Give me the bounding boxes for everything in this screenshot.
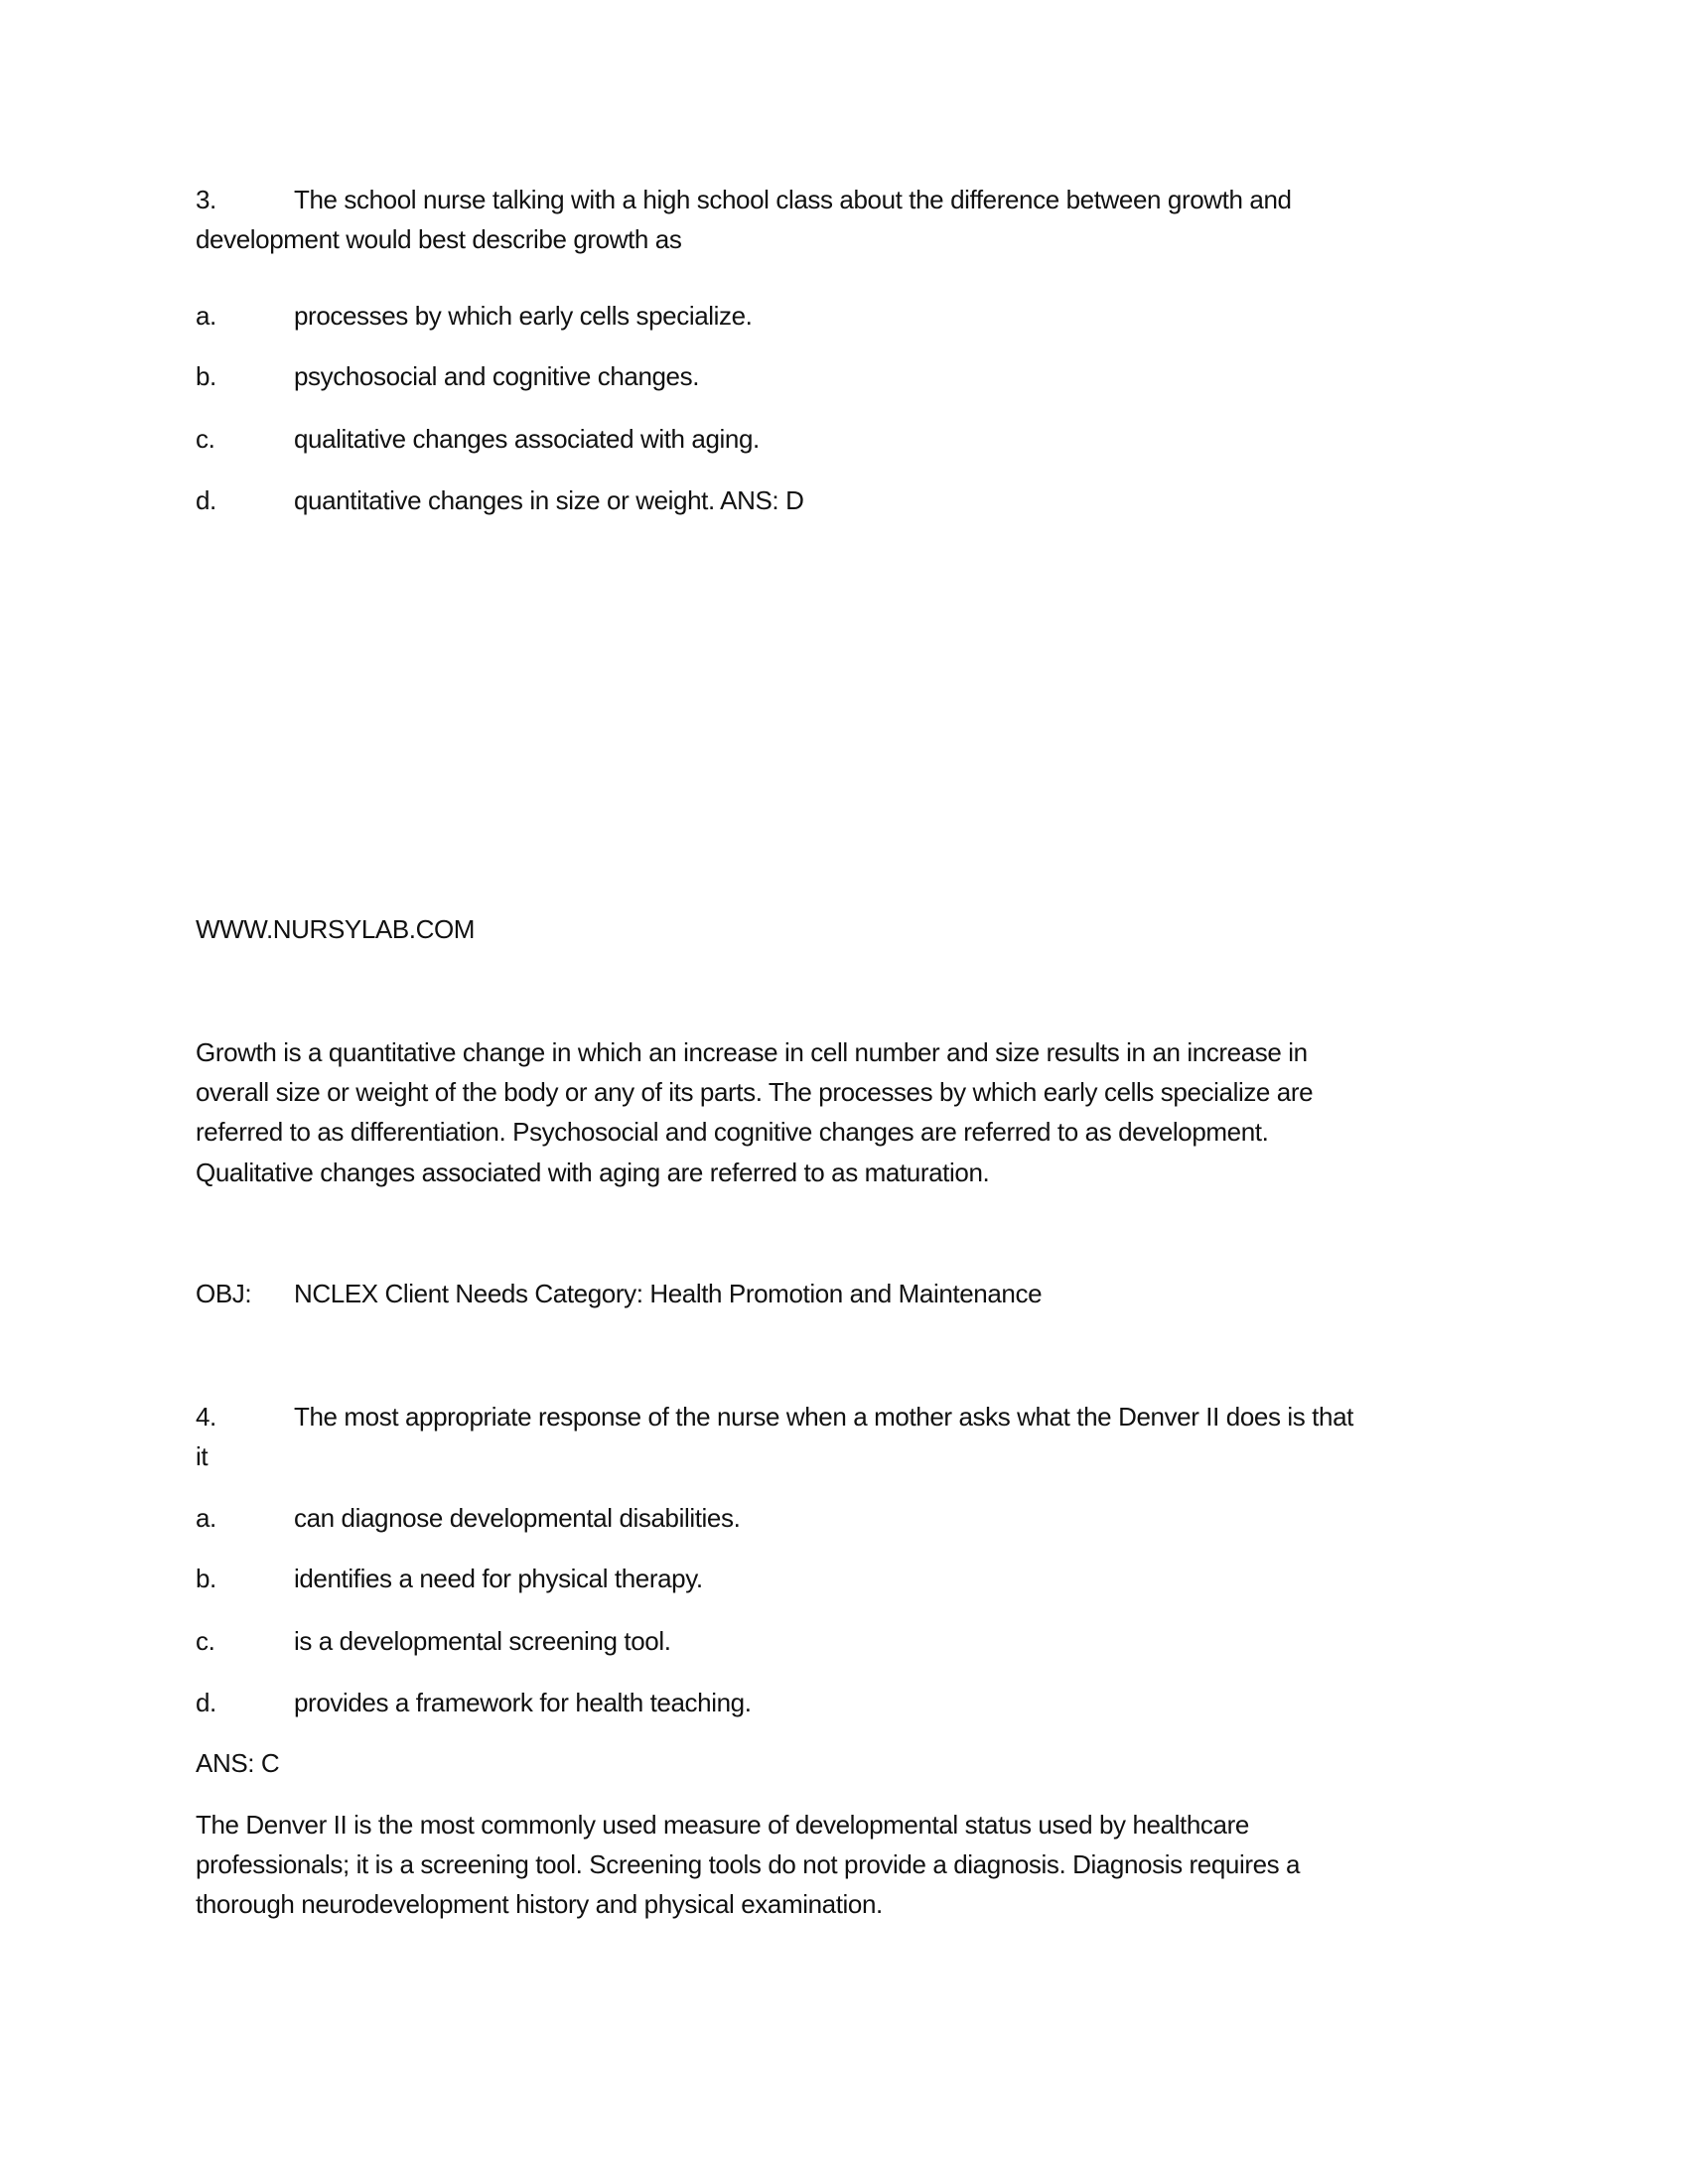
option-letter: b. xyxy=(196,361,216,391)
option-letter: c. xyxy=(196,424,215,454)
question-stem: it xyxy=(196,1441,209,1471)
question-number: 4. xyxy=(196,1402,216,1432)
rationale-line: professionals; it is a screening tool. Screening tools do not provide a diagnosis. Diagnosis requires a xyxy=(196,1849,1301,1879)
rationale-line: Growth is a quantitative change in which an increase in cell number and size results in an increase in xyxy=(196,1037,1308,1067)
option-text: identifies a need for physical therapy. xyxy=(294,1564,703,1593)
watermark-url: WWW.NURSYLAB.COM xyxy=(196,914,476,944)
obj-text: NCLEX Client Needs Category: Health Promotion and Maintenance xyxy=(294,1279,1043,1308)
option-text: processes by which early cells specialize. xyxy=(294,301,753,331)
question-stem: development would best describe growth as xyxy=(196,224,682,254)
rationale-line: thorough neurodevelopment history and physical examination. xyxy=(196,1889,883,1919)
option-letter: b. xyxy=(196,1564,216,1593)
option-text: qualitative changes associated with aging. xyxy=(294,424,760,454)
option-letter: a. xyxy=(196,1503,216,1533)
option-text: can diagnose developmental disabilities. xyxy=(294,1503,741,1533)
option-letter: a. xyxy=(196,301,216,331)
option-text: provides a framework for health teaching. xyxy=(294,1688,752,1717)
option-text: psychosocial and cognitive changes. xyxy=(294,361,700,391)
option-text: is a developmental screening tool. xyxy=(294,1626,671,1656)
answer: ANS: C xyxy=(196,1748,280,1778)
question-stem: The school nurse talking with a high school class about the difference between growth and xyxy=(294,185,1292,214)
rationale-line: referred to as differentiation. Psychosocial and cognitive changes are referred to as development. xyxy=(196,1117,1269,1147)
rationale-line: overall size or weight of the body or any of its parts. The processes by which early cells specialize are xyxy=(196,1077,1314,1107)
question-stem: The most appropriate response of the nurse when a mother asks what the Denver II does is that xyxy=(294,1402,1353,1432)
rationale-line: Qualitative changes associated with aging are referred to as maturation. xyxy=(196,1158,990,1187)
option-letter: d. xyxy=(196,485,216,515)
obj-label: OBJ: xyxy=(196,1279,252,1308)
question-number: 3. xyxy=(196,185,216,214)
rationale-line: The Denver II is the most commonly used measure of developmental status used by healthcare xyxy=(196,1810,1249,1840)
option-letter: c. xyxy=(196,1626,215,1656)
option-text: quantitative changes in size or weight. ANS: D xyxy=(294,485,804,515)
option-letter: d. xyxy=(196,1688,216,1717)
